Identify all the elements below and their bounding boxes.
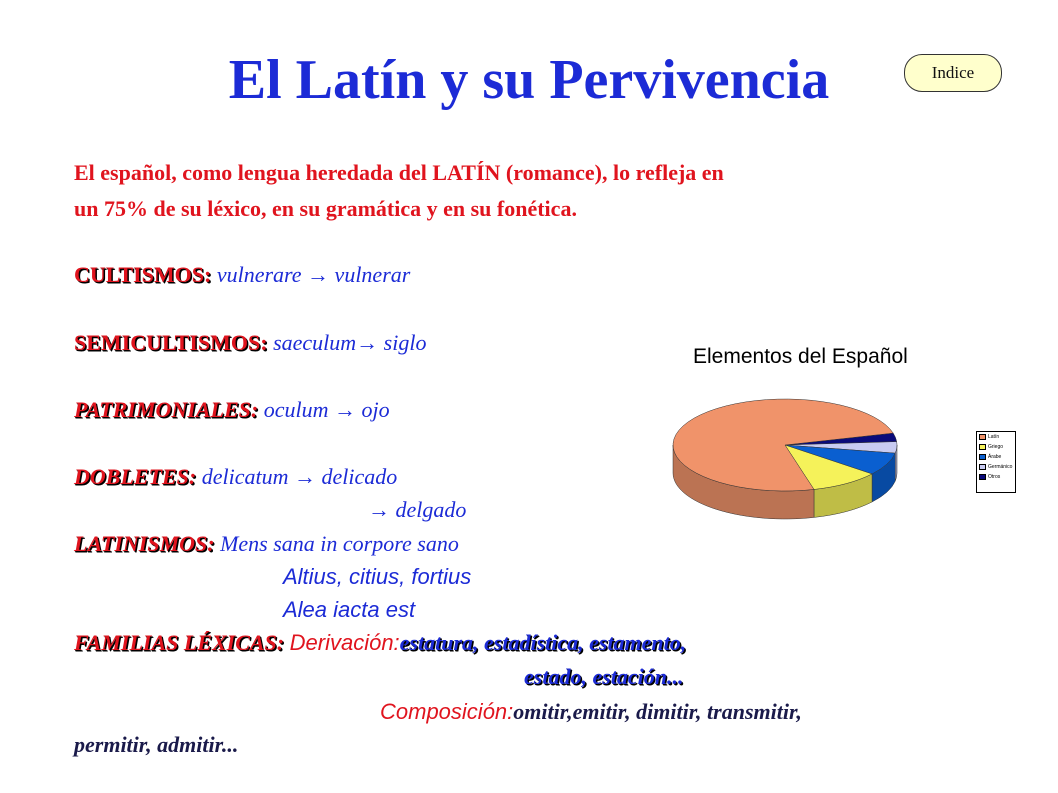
- dobletes-example-2-text: → delgado: [368, 497, 467, 522]
- legend-swatch: [979, 434, 986, 440]
- legend-label: Germánico: [988, 464, 1013, 470]
- familias-label: FAMILIAS LÉXICAS:: [74, 630, 285, 655]
- patrimoniales-label: PATRIMONIALES:: [74, 397, 259, 422]
- latinismos-example-1: Mens sana in corpore sano: [220, 531, 459, 556]
- composicion-words: omitir,emitir, dimitir, transmitir,: [513, 699, 802, 724]
- dobletes-example: delicatum → delicado: [201, 464, 398, 489]
- latinismos-example-2: Altius, citius, fortius: [283, 564, 472, 589]
- legend-label: Griego: [988, 444, 1004, 450]
- latinismos-example-3-line: [283, 597, 415, 623]
- legend-swatch: [979, 454, 986, 460]
- chart-title: Elementos del Español: [693, 345, 908, 368]
- legend-swatch: [979, 474, 986, 480]
- dobletes-line: [74, 464, 397, 490]
- dobletes-example-2: [368, 497, 466, 523]
- derivacion-words-2-line: [524, 664, 684, 690]
- legend-label: Latín: [988, 434, 1000, 440]
- composicion-label: Composición:: [380, 699, 514, 724]
- semicultismos-example: saeculum→ siglo: [273, 330, 427, 355]
- legend-item-griego: [977, 442, 1015, 452]
- cultismos-line: [74, 262, 410, 288]
- composicion-words-2: permitir, admitir...: [74, 732, 239, 757]
- legend-swatch: [979, 464, 986, 470]
- derivacion-words-2: estado, estación...: [524, 664, 684, 689]
- slide-title: El Latín y su Pervivencia: [228, 49, 830, 111]
- patrimoniales-example: oculum → ojo: [263, 397, 390, 422]
- dobletes-label: DOBLETES:: [74, 464, 197, 489]
- legend-item-germánico: [977, 462, 1015, 472]
- composicion-words-2-line: [74, 732, 238, 758]
- composicion-line: [380, 699, 802, 725]
- legend-item-latín: [977, 432, 1015, 442]
- derivacion-words: estatura, estadística, estamento,: [399, 630, 687, 655]
- familias-line: [74, 630, 686, 656]
- legend-swatch: [979, 444, 986, 450]
- pie-chart: [670, 395, 910, 535]
- intro-text: [74, 155, 974, 227]
- latinismos-line: [74, 531, 459, 557]
- legend-item-árabe: [977, 452, 1015, 462]
- derivacion-label: Derivación:: [289, 630, 400, 655]
- chart-legend: [976, 431, 1016, 493]
- latinismos-label: LATINISMOS:: [74, 531, 215, 556]
- latinismos-example-3: Alea iacta est: [283, 597, 416, 622]
- intro-line-1: El español, como lengua heredada del LATÍN (romance), lo refleja en: [74, 160, 724, 185]
- semicultismos-label: SEMICULTISMOS:: [74, 330, 268, 355]
- cultismos-example: vulnerare → vulnerar: [216, 262, 411, 287]
- latinismos-example-2-line: [283, 564, 471, 590]
- cultismos-label: CULTISMOS:: [74, 262, 212, 287]
- semicultismos-line: [74, 330, 426, 356]
- intro-line-2: un 75% de su léxico, en su gramática y en su fonética.: [74, 196, 577, 221]
- indice-button[interactable]: Indice: [904, 54, 1002, 92]
- legend-label: Otros: [988, 474, 1001, 480]
- legend-item-otros: [977, 472, 1015, 482]
- patrimoniales-line: [74, 397, 390, 423]
- legend-label: Árabe: [988, 454, 1002, 460]
